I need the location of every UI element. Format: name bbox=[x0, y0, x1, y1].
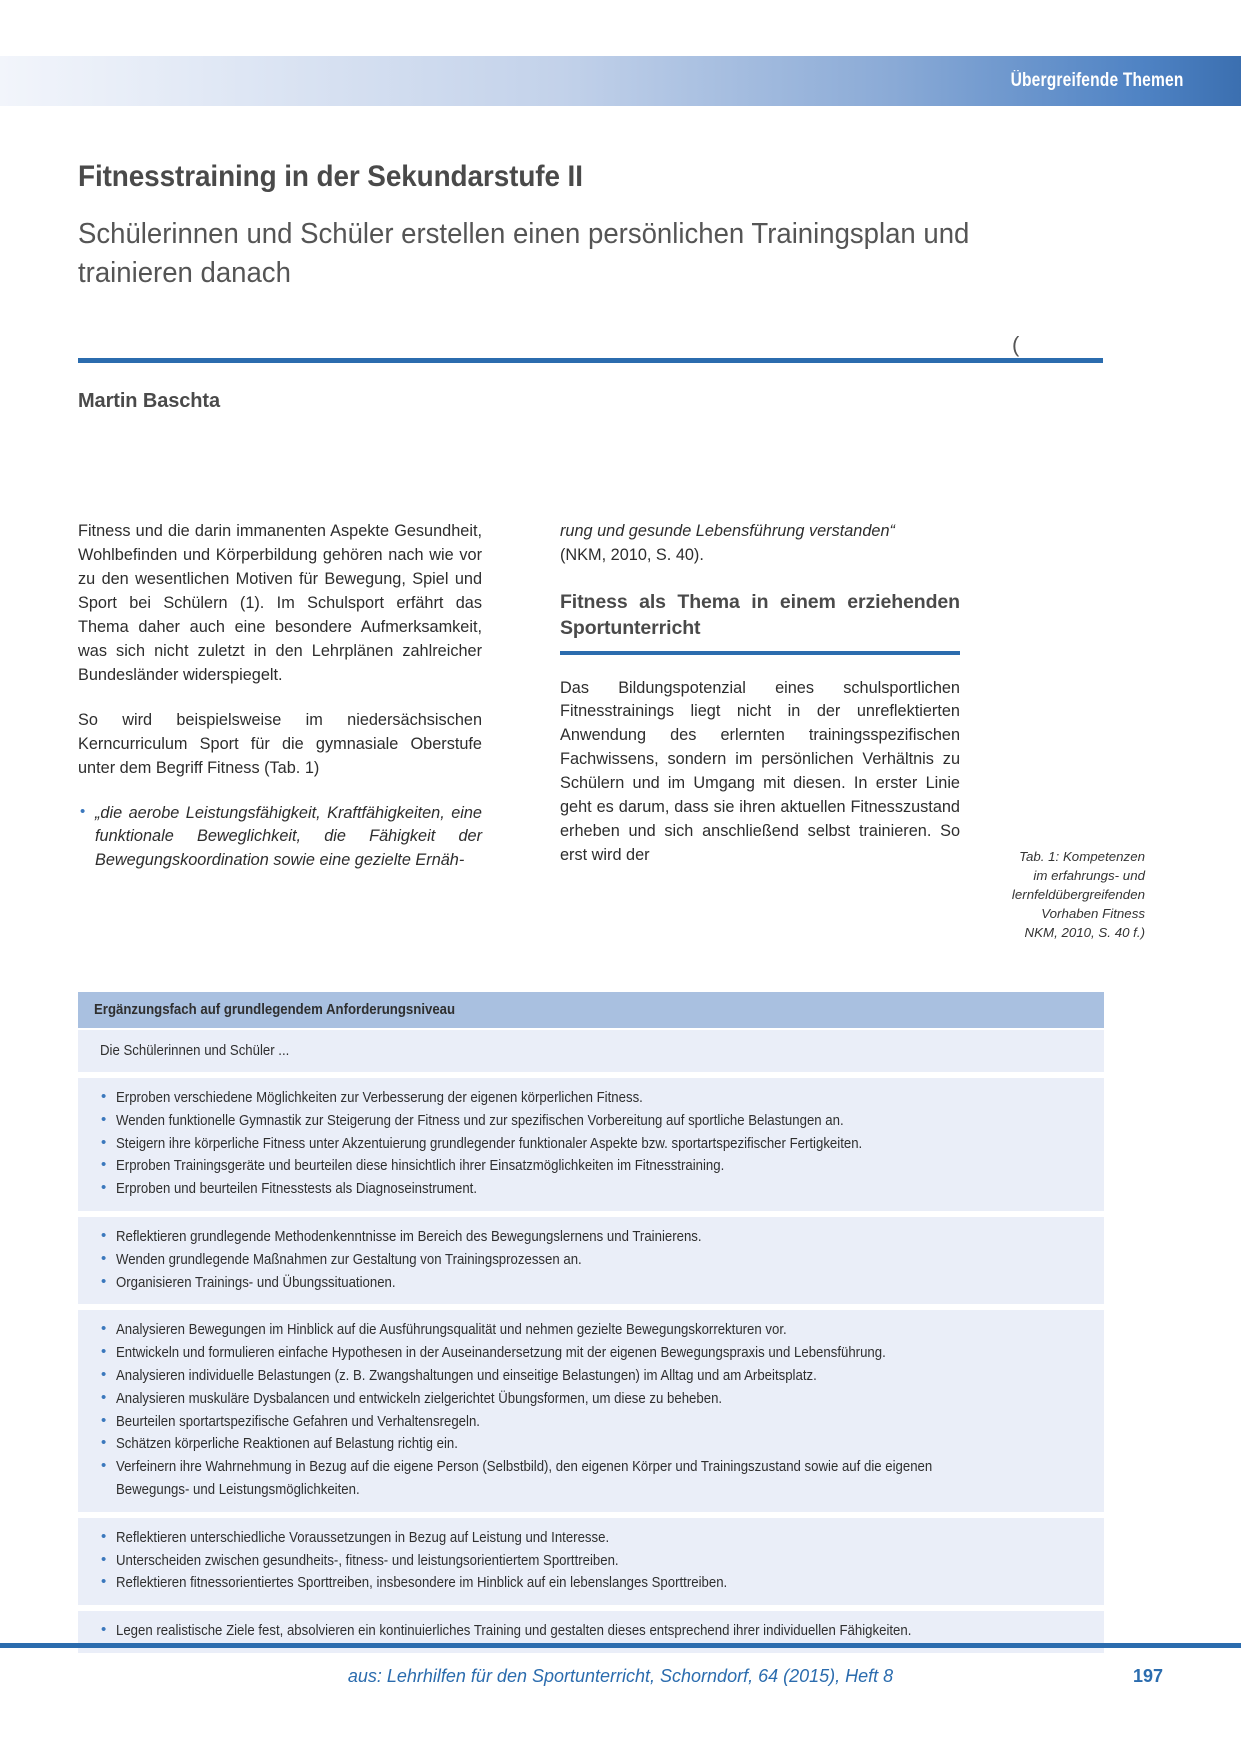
table-row bbox=[100, 1456, 1088, 1502]
table-cell-text: Organisieren Trainings- und Übungssituationen. bbox=[116, 1273, 396, 1291]
table-row bbox=[100, 1342, 1088, 1365]
table-cell-text: Erproben und beurteilen Fitnesstests als Diagnoseinstrument. bbox=[116, 1180, 478, 1198]
page-header-band bbox=[0, 56, 1241, 106]
table-cell-text: Legen realistische Ziele fest, absolvieren ein kontinuierliches Training und gestalten dieses entsprechend ihrer individuellen Fähigkeiten. bbox=[116, 1622, 912, 1640]
table-cell-text: Analysieren muskuläre Dysbalancen und entwickeln zielgerichtet Übungsformen, um diese zu beheben. bbox=[116, 1389, 723, 1407]
table-bullet-list bbox=[100, 1620, 1088, 1643]
table-row bbox=[100, 1411, 1088, 1434]
caption-line: lernfeldübergreifenden bbox=[1011, 886, 1145, 902]
table-intro-row bbox=[78, 1030, 1104, 1072]
list-item: • „die aerobe Leistungsfähigkeit, Kraftfähigkeiten, eine funktionale Beweglichkeit, die Fähigkeit der Bewegungskoordination sowie eine gezielte Ernäh- bbox=[78, 802, 482, 874]
table-row bbox=[100, 1388, 1088, 1411]
table-row bbox=[100, 1527, 1088, 1550]
table-row bbox=[100, 1433, 1088, 1456]
table-bullet-list bbox=[100, 1527, 1088, 1595]
footer-source-text: aus: Lehrhilfen für den Sportunterricht, Schorndorf, 64 (2015), Heft 8 bbox=[347, 1666, 894, 1686]
table-row bbox=[100, 1319, 1088, 1342]
table-bullet-list bbox=[100, 1226, 1088, 1294]
section-heading: Fitness als Thema in einem erziehenden Sportunterricht bbox=[560, 590, 960, 640]
caption-line: Tab. 1: Kompetenzen bbox=[1019, 849, 1145, 864]
page-subtitle: Schülerinnen und Schüler erstellen einen persönlichen Trainingsplan und trainieren danach bbox=[78, 218, 970, 290]
table-row bbox=[100, 1155, 1088, 1178]
table-row bbox=[100, 1226, 1088, 1249]
table-cell-text: Analysieren Bewegungen im Hinblick auf die Ausführungsqualität und nehmen gezielte Bewegungskorrekturen vor. bbox=[116, 1321, 787, 1339]
table-header-row bbox=[78, 992, 1104, 1028]
table-bullet-list bbox=[100, 1087, 1088, 1201]
table-row bbox=[100, 1087, 1088, 1110]
table-cell-text: Steigern ihre körperliche Fitness unter Akzentuierung grundlegender funktionaler Aspekte bzw. sportartspezifischer Fertigkeiten. bbox=[116, 1134, 863, 1152]
table-cell-text: Schätzen körperliche Reaktionen auf Belastung richtig ein. bbox=[116, 1435, 458, 1453]
table-cell-text: Reflektieren grundlegende Methodenkenntnisse im Bereich des Bewegungslernens und Trainierens. bbox=[116, 1227, 702, 1245]
table-row bbox=[100, 1365, 1088, 1388]
page-title: Fitnesstraining in der Sekundarstufe II bbox=[78, 160, 583, 193]
right-paragraph-1: Das Bildungspotenzial eines schulsportlichen Fitnesstrainings liegt nicht in der unreflektierten Anwendung des erlernten trainingsspezifischen Fachwissens, sondern im persönlichen Verhältnis zu Schülern und im Umgang mit diesen. In erster Linie geht es darum, dass sie ihren aktuellen Fitnesszustand erheben und sich anschließend selbst trainieren. So erst wird der bbox=[560, 678, 960, 865]
caption-line: im erfahrungs- und bbox=[1033, 867, 1145, 883]
table-intro-label: Die Schülerinnen und Schüler ... bbox=[100, 1042, 290, 1059]
right-citation: (NKM, 2010, S. 40). bbox=[560, 545, 704, 564]
footer-page-number: 197 bbox=[1132, 1666, 1163, 1686]
table-row bbox=[100, 1550, 1088, 1573]
table-cell-text: Beurteilen sportartspezifische Gefahren und Verhaltensregeln. bbox=[116, 1412, 480, 1430]
table-cell-text: Verfeinern ihre Wahrnehmung in Bezug auf die eigene Person (Selbstbild), den eigenen Körper und Trainingszustand sowie auf die eigenen Bewegungs- und Leistungsmöglichkeiten. bbox=[116, 1458, 933, 1498]
table-row-group bbox=[78, 1078, 1104, 1211]
table-cell-text: Reflektieren fitnessorientiertes Sporttreiben, insbesondere im Hinblick auf ein lebenslanges Sporttreiben. bbox=[116, 1574, 728, 1592]
table-row-group bbox=[78, 1217, 1104, 1304]
caption-line: Vorhaben Fitness bbox=[1041, 905, 1145, 921]
table-row bbox=[100, 1572, 1088, 1595]
table-row bbox=[100, 1620, 1088, 1643]
header-category-label: Übergreifende Themen bbox=[1010, 70, 1184, 91]
footer-divider-rule bbox=[0, 1643, 1241, 1648]
left-paragraph-2: So wird beispielsweise im niedersächsischen Kerncurriculum Sport für die gymnasiale Oberstufe unter dem Begriff Fitness (Tab. 1) bbox=[78, 710, 482, 777]
caption-line: NKM, 2010, S. 40 f.) bbox=[1024, 924, 1145, 940]
body-column-left bbox=[78, 520, 482, 873]
table-row bbox=[100, 1133, 1088, 1156]
stray-paren-mark: ( bbox=[1012, 332, 1020, 357]
title-divider-rule bbox=[78, 358, 1103, 363]
table-row bbox=[100, 1110, 1088, 1133]
table-cell-text: Unterscheiden zwischen gesundheits-, fitness- und leistungsorientiertem Sporttreiben. bbox=[116, 1551, 619, 1569]
body-column-right bbox=[560, 520, 960, 889]
table-row-group bbox=[78, 1518, 1104, 1605]
title-block bbox=[78, 160, 1143, 294]
table-group-container bbox=[78, 1078, 1104, 1653]
table-cell-text: Wenden grundlegende Maßnahmen zur Gestaltung von Trainingsprozessen an. bbox=[116, 1250, 582, 1268]
table-cell-text: Wenden funktionelle Gymnastik zur Steigerung der Fitness und zur spezifischen Vorbereitung auf sportliche Belastungen an. bbox=[116, 1111, 844, 1129]
table-bullet-list bbox=[100, 1319, 1088, 1501]
table-cell-text: Analysieren individuelle Belastungen (z. B. Zwangshaltungen und einseitige Belastungen) im Alltag und am Arbeitsplatz. bbox=[116, 1366, 817, 1384]
table-cell-text: Erproben verschiedene Möglichkeiten zur Verbesserung der eigenen körperlichen Fitness. bbox=[116, 1089, 643, 1106]
author-name: Martin Baschta bbox=[78, 390, 220, 412]
table-cell-text: Erproben Trainingsgeräte und beurteilen diese hinsichtlich ihrer Einsatzmöglichkeiten im Fitnesstraining. bbox=[116, 1157, 725, 1175]
left-quote-list bbox=[78, 802, 482, 874]
left-paragraph-1: Fitness und die darin immanenten Aspekte Gesundheit, Wohlbefinden und Körperbildung gehören nach wie vor zu den wesentlichen Motiven für Bewegung, Spiel und Sport bei Schülern (1). Im Schulsport erfährt das Thema daher auch eine besondere Aufmerksamkeit, was sich nicht zuletzt in den Lehrplänen zahlreicher Bundesländer widerspiegelt. bbox=[78, 522, 482, 684]
right-quote-continuation: rung und gesunde Lebensführung verstanden“ bbox=[560, 522, 895, 540]
table-caption bbox=[1000, 848, 1145, 942]
competence-table bbox=[78, 992, 1104, 1653]
table-row bbox=[100, 1249, 1088, 1272]
table-cell-text: Entwickeln und formulieren einfache Hypothesen in der Auseinandersetzung mit der eigenen Bewegungspraxis und Lebensführung. bbox=[116, 1344, 886, 1362]
table-header-label: Ergänzungsfach auf grundlegendem Anforderungsniveau bbox=[94, 1001, 456, 1018]
table-row bbox=[100, 1272, 1088, 1295]
section-divider-rule bbox=[560, 651, 960, 655]
table-row-group bbox=[78, 1310, 1104, 1511]
table-cell-text: Reflektieren unterschiedliche Voraussetzungen in Bezug auf Leistung und Interesse. bbox=[116, 1528, 610, 1546]
table-row bbox=[100, 1178, 1088, 1201]
